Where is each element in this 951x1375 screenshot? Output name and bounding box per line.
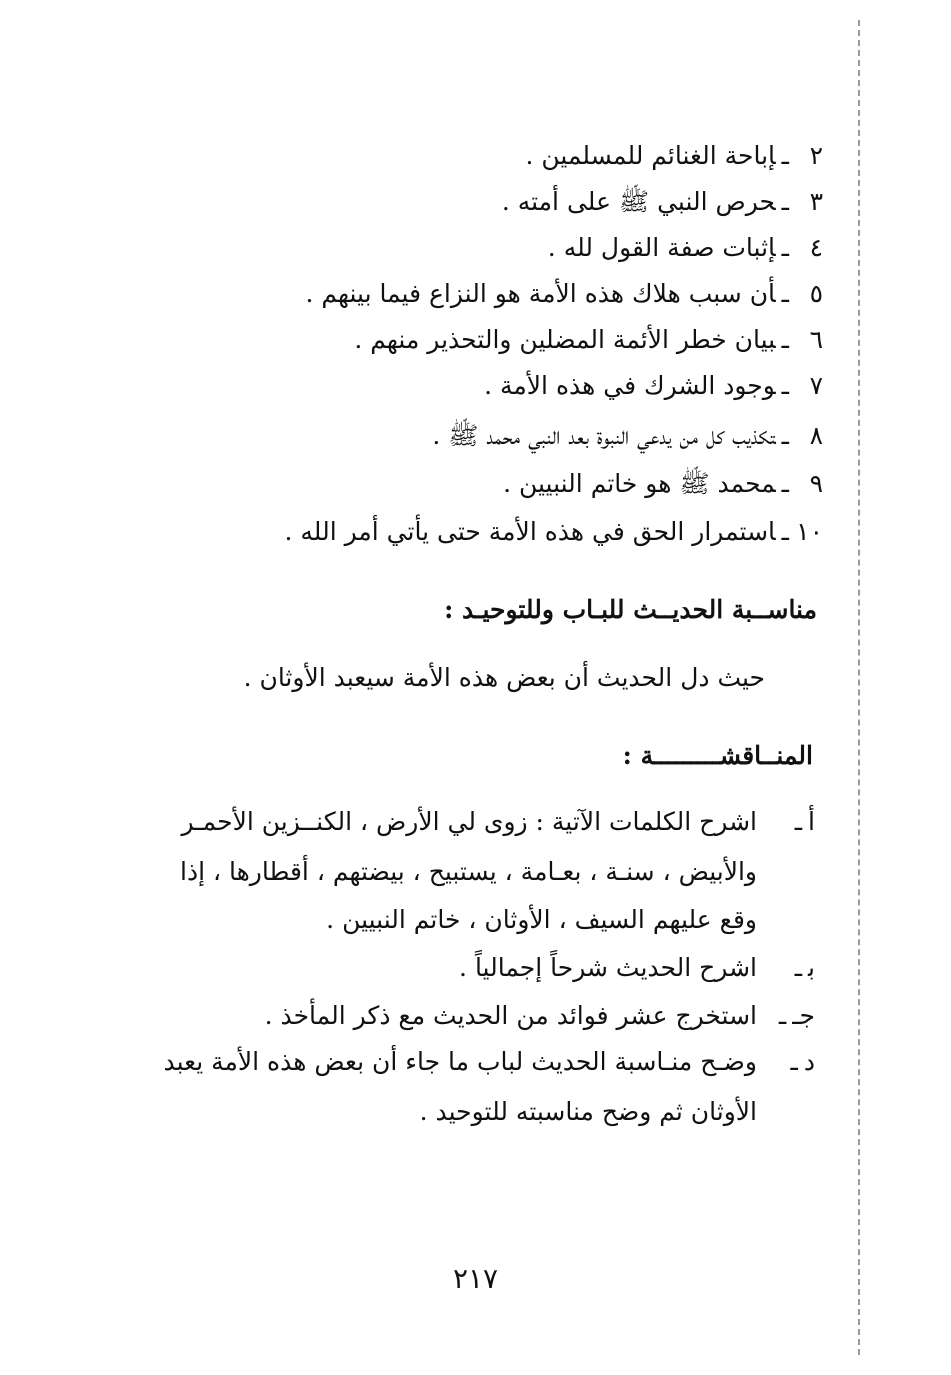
- question-line: اشرح الحديث شرحاً إجمالياً .: [459, 953, 757, 982]
- section-heading: مناســبة الحديــث للبـاب وللتوحيـد :: [444, 595, 817, 624]
- list-item: ٩ـمحمد ﷺ هو خاتم النبيين .: [503, 462, 823, 506]
- item-number: ٥: [809, 279, 823, 308]
- item-number: ٧: [809, 371, 823, 400]
- item-number: ١٠: [796, 517, 823, 546]
- item-text: وجود الشرك في هذه الأمة .: [484, 371, 776, 400]
- list-item: ٥ـأن سبب هلاك هذه الأمة هو النزاع فيما بينهم .: [305, 272, 823, 316]
- question-line: وقع عليهم السيف ، الأوثان ، خاتم النبيين .: [326, 905, 757, 934]
- item-text: حرص النبي ﷺ على أمته .: [501, 187, 776, 216]
- item-number: ٢: [809, 141, 823, 170]
- question-letter: جــ: [778, 1001, 815, 1030]
- list-item: ٨ـتكذيب كل من يدعي النبوة بعد النبي محمد ﷺ .: [432, 414, 823, 458]
- list-item: ٧ـوجود الشرك في هذه الأمة .: [484, 364, 823, 408]
- item-number: ٩: [809, 469, 823, 498]
- item-number: ٨: [809, 421, 823, 450]
- item-number: ٦: [809, 325, 823, 354]
- list-item: ٢ـإباحة الغنائم للمسلمين .: [526, 134, 824, 178]
- question-line: والأبيض ، سنـة ، بعـامة ، يستبيح ، بيضتهم ، أقطارها ، إذا: [180, 857, 757, 886]
- item-text: أن سبب هلاك هذه الأمة هو النزاع فيما بينهم .: [305, 279, 776, 308]
- list-item: ٤ـإثبات صفة القول لله .: [548, 226, 823, 270]
- item-text: تكذيب كل من يدعي النبوة بعد النبي محمد ﷺ .: [432, 421, 776, 450]
- item-text: إثبات صفة القول لله .: [547, 233, 776, 262]
- item-number: ٤: [809, 233, 823, 262]
- list-item: ٣ـحرص النبي ﷺ على أمته .: [502, 180, 823, 224]
- question-letter: دـ: [790, 1047, 815, 1076]
- question-letter: أـ: [794, 807, 815, 836]
- question-line: الأوثان ثم وضح مناسبته للتوحيد .: [419, 1097, 757, 1126]
- list-item: ٦ـبيان خطر الأئمة المضلين والتحذير منهم .: [354, 318, 823, 362]
- section-heading: المنــاقشـــــــــة :: [622, 741, 813, 770]
- item-text: استمرار الحق في هذه الأمة حتى يأتي أمر الله .: [284, 517, 776, 546]
- item-text: بيان خطر الأئمة المضلين والتحذير منهم .: [354, 325, 776, 354]
- question-line: استخرج عشر فوائد من الحديث مع ذكر المأخذ .: [264, 1001, 757, 1030]
- margin-rule: [858, 20, 860, 1355]
- section-body: حيث دل الحديث أن بعض هذه الأمة سيعبد الأوثان .: [243, 663, 765, 692]
- list-item: ١٠ـاستمرار الحق في هذه الأمة حتى يأتي أمر الله .: [285, 510, 824, 554]
- question-letter: بـ: [794, 953, 815, 982]
- question-line: وضـح منـاسبة الحديث لباب ما جاء أن بعض هذه الأمة يعبد: [163, 1047, 757, 1076]
- item-text: محمد ﷺ هو خاتم النبيين .: [503, 469, 776, 498]
- item-number: ٣: [809, 187, 823, 216]
- question-line: اشرح الكلمات الآتية : زوى لي الأرض ، الكنــزين الأحمـر: [181, 807, 757, 836]
- page-number: ٢١٧: [452, 1262, 499, 1295]
- item-text: إباحة الغنائم للمسلمين .: [525, 141, 776, 170]
